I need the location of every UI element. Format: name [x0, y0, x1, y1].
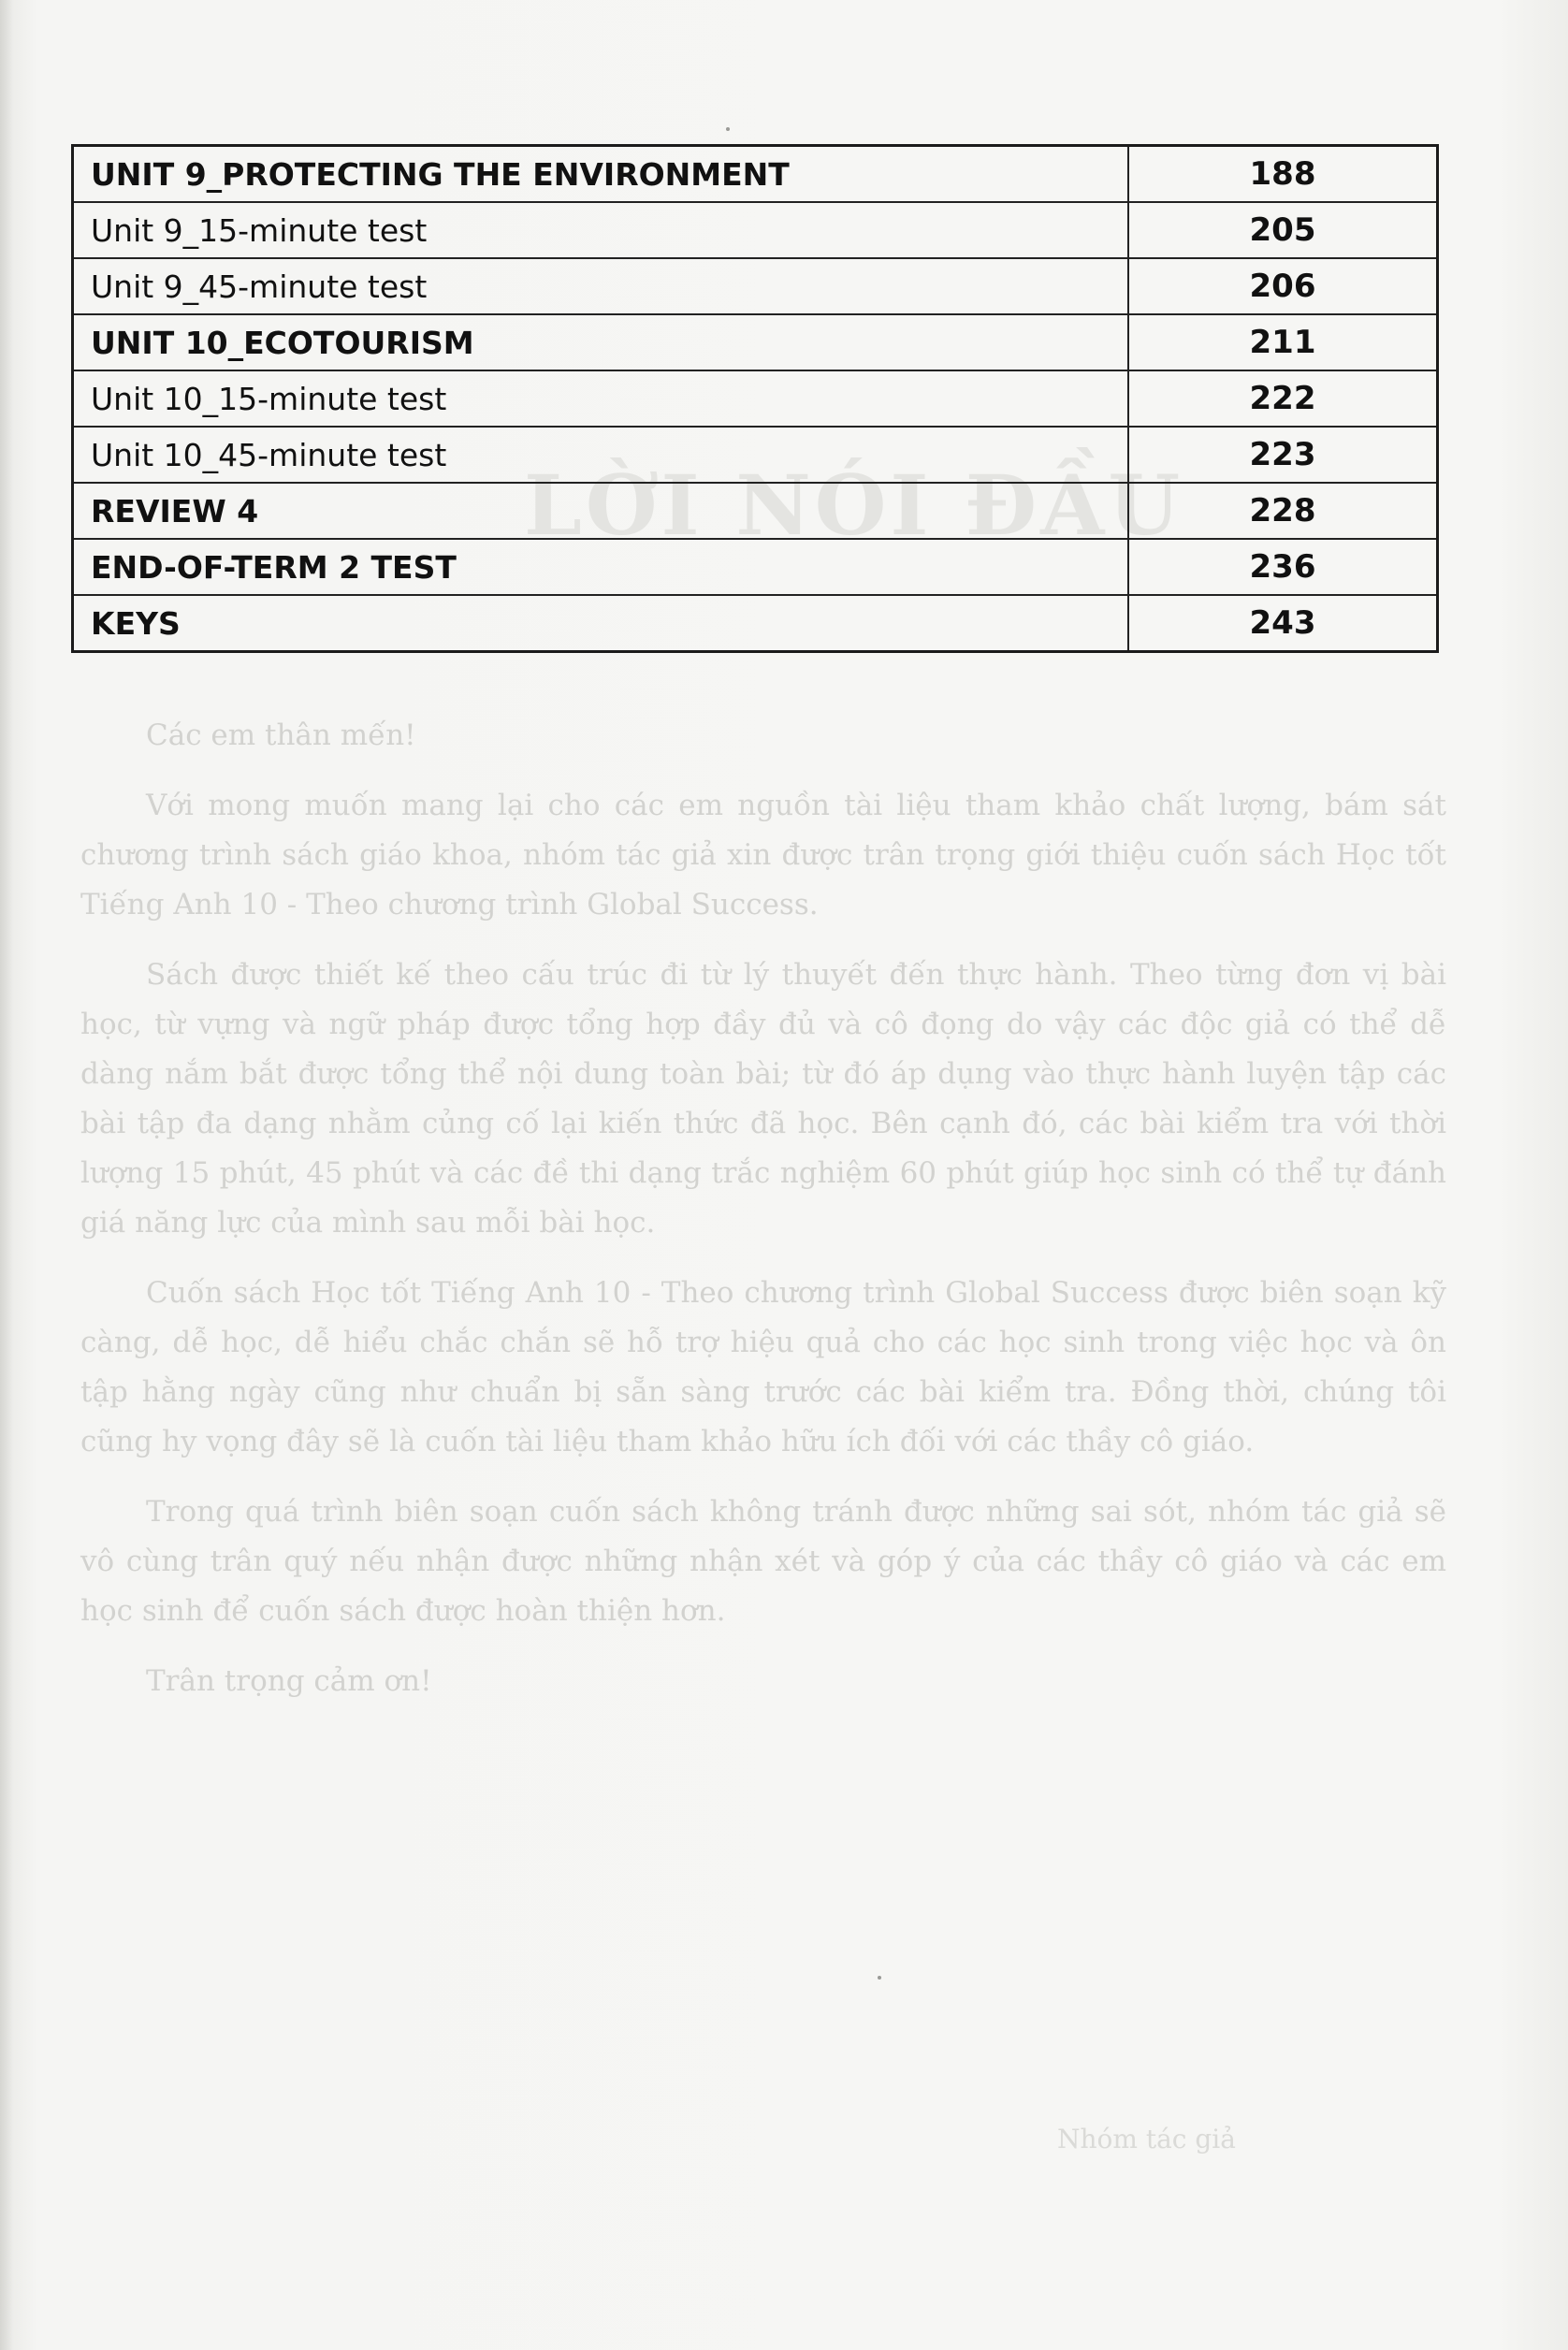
showthrough-paragraph: Trân trọng cảm ơn!	[146, 1664, 432, 1698]
toc-entry-title: Unit 9_15-minute test	[73, 202, 1129, 258]
toc-entry-title: Unit 10_45-minute test	[73, 427, 1129, 483]
toc-row	[73, 258, 1438, 314]
print-speck	[726, 127, 730, 131]
toc-row	[73, 539, 1438, 595]
toc-row	[73, 595, 1438, 652]
showthrough-paragraph: Các em thân mến!	[146, 718, 416, 752]
toc-entry-title: REVIEW 4	[73, 483, 1129, 539]
toc-entry-title: Unit 9_45-minute test	[73, 258, 1129, 314]
toc-entry-page: 211	[1128, 314, 1438, 370]
toc-row	[73, 314, 1438, 370]
showthrough-body	[80, 711, 1446, 1727]
table-of-contents	[71, 144, 1439, 653]
toc-entry-title: Unit 10_15-minute test	[73, 370, 1129, 427]
toc-row	[73, 370, 1438, 427]
showthrough-footer: Nhóm tác giả	[1057, 2124, 1236, 2154]
showthrough-paragraph: Sách được thiết kế theo cấu trúc đi từ lý thuyết đến thực hành. Theo từng đơn vị bài học, từ vựng và ngữ pháp được tổng hợp đầy đủ và cô đọng do vậy các độc giả có thể dễ dàng nắm bắt được tổng thể nội dung toàn bài; từ đó áp dụng vào thực hành luyện tập các bài tập đa dạng nhằm củng cố lại kiến thức đã học. Bên cạnh đó, các bài kiểm tra với thời lượng 15 phút, 45 phút và các đề thi dạng trắc nghiệm 60 phút giúp học sinh có thể tự đánh giá năng lực của mình sau mỗi bài học.	[80, 958, 1446, 1240]
toc-entry-title: UNIT 10_ECOTOURISM	[73, 314, 1129, 370]
showthrough-heading: LỜI NÓI ĐẦU	[524, 457, 1184, 554]
toc-row	[73, 427, 1438, 483]
toc-entry-page: 236	[1128, 539, 1438, 595]
toc-row	[73, 202, 1438, 258]
showthrough-paragraph: Cuốn sách Học tốt Tiếng Anh 10 - Theo chương trình Global Success được biên soạn kỹ càng, dễ học, dễ hiểu chắc chắn sẽ hỗ trợ hiệu quả cho các học sinh trong việc học và ôn tập hằng ngày cũng như chuẩn bị sẵn sàng trước các bài kiểm tra. Đồng thời, chúng tôi cũng hy vọng đây sẽ là cuốn tài liệu tham khảo hữu ích đối với các thầy cô giáo.	[80, 1276, 1446, 1458]
print-speck	[878, 1976, 881, 1980]
toc-entry-page: 223	[1128, 427, 1438, 483]
toc-entry-title: END-OF-TERM 2 TEST	[73, 539, 1129, 595]
toc-entry-page: 228	[1128, 483, 1438, 539]
toc-entry-page: 206	[1128, 258, 1438, 314]
toc-row	[73, 146, 1438, 203]
toc-entry-title: UNIT 9_PROTECTING THE ENVIRONMENT	[73, 146, 1129, 203]
toc-entry-page: 222	[1128, 370, 1438, 427]
toc-entry-page: 205	[1128, 202, 1438, 258]
spine-shadow	[0, 0, 13, 2350]
toc-entry-page: 243	[1128, 595, 1438, 652]
showthrough-paragraph: Trong quá trình biên soạn cuốn sách không tránh được những sai sót, nhóm tác giả sẽ vô cùng trân quý nếu nhận được những nhận xét và góp ý của các thầy cô giáo và các em học sinh để cuốn sách được hoàn thiện hơn.	[80, 1495, 1446, 1628]
toc-entry-page: 188	[1128, 146, 1438, 203]
showthrough-paragraph: Với mong muốn mang lại cho các em nguồn tài liệu tham khảo chất lượng, bám sát chương trình sách giáo khoa, nhóm tác giả xin được trân trọng giới thiệu cuốn sách Học tốt Tiếng Anh 10 - Theo chương trình Global Success.	[80, 789, 1446, 921]
toc-entry-title: KEYS	[73, 595, 1129, 652]
toc-row	[73, 483, 1438, 539]
